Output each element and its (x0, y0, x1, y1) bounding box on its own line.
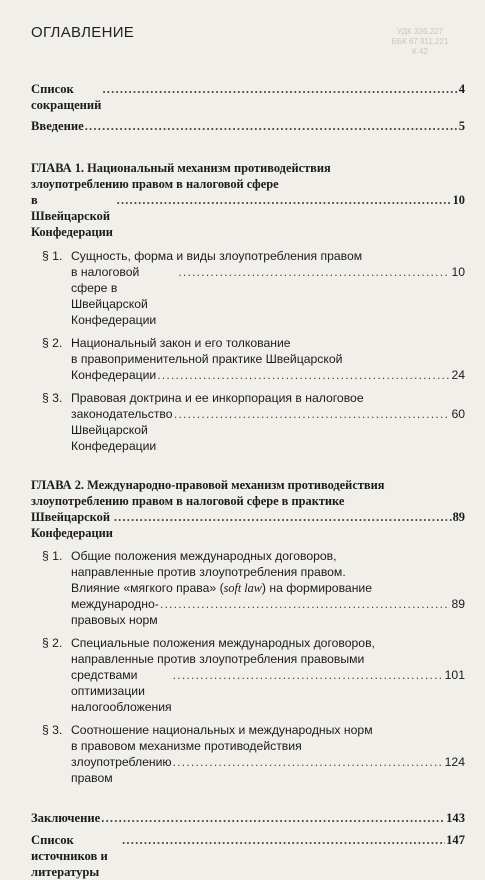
page-number: 10 (452, 193, 465, 207)
page-number: 143 (446, 811, 465, 825)
page-number: 4 (458, 82, 465, 96)
page-number: 124 (444, 755, 465, 769)
page-number: 147 (446, 833, 465, 847)
page-number: 10 (451, 265, 465, 279)
toc-entry-introduction (31, 118, 465, 134)
toc-entry-conclusion (31, 810, 465, 826)
toc-entry-title: Список сокращений (31, 82, 102, 112)
leader-dots (160, 596, 451, 612)
toc-chapter-1: ГЛАВА 1. Национальный механизм противодействия злоупотреблению правом в налоговой сфере в Швейцарской Конфедерации ..... 10 (31, 160, 465, 240)
bleed-through-text: УДК 336.227 ББК 67.911.221 К 42 (391, 27, 449, 56)
table-of-contents (31, 81, 465, 880)
toc-section-1-2: § 2. Национальный закон и его толкование в правоприменительной практике Швейцарской Конфедерации ..... 24 (31, 335, 465, 383)
section-number: § 3. (42, 391, 63, 405)
leader-dots (85, 118, 458, 134)
leader-dots (157, 367, 450, 383)
leader-dots (117, 192, 452, 208)
leader-dots (178, 264, 450, 280)
section-number: § 3. (42, 723, 63, 737)
leader-dots (174, 406, 451, 422)
page-number: 5 (458, 119, 465, 133)
toc-chapter-2: ГЛАВА 2. Международно-правовой механизм противодействия злоупотреблению правом в налоговой сфере в практике Швейцарской Конфедерации ..... 89 (31, 477, 465, 541)
toc-entry-title: Заключение (31, 811, 101, 825)
toc-entry-title: Список источников и литературы (31, 833, 108, 879)
page-number: 89 (451, 597, 465, 611)
page-number: 24 (451, 368, 465, 382)
leader-dots (122, 832, 445, 848)
page-title: ОГЛАВЛЕНИЕ (31, 24, 135, 41)
leader-dots (102, 81, 457, 97)
leader-dots (101, 810, 445, 826)
section-number: § 1. (42, 249, 63, 263)
page-number: 101 (444, 668, 465, 682)
toc-entry-abbreviations (31, 81, 465, 113)
section-number: § 2. (42, 336, 63, 350)
toc-section-1-1: § 1. Сущность, форма и виды злоупотребления правом в налоговой сфере в Швейцарской Конфедерации ..... 10 (31, 248, 465, 328)
soft-law-term: soft law (223, 581, 262, 595)
toc-section-2-2: § 2. Специальные положения международных договоров, направленные против злоупотребления правовыми средствами оптимизации налогообложения ..... 101 (31, 635, 465, 715)
section-number: § 2. (42, 636, 63, 650)
section-number: § 1. (42, 549, 63, 563)
page-number: 89 (452, 510, 465, 524)
toc-section-2-1: § 1. Общие положения международных договоров, направленные против злоупотребления правом. Влияние «мягкого права» (soft law) на формирование международно-правовых норм ..... 89 (31, 548, 465, 628)
page-number: 60 (451, 407, 465, 421)
toc-section-1-3: § 3. Правовая доктрина и ее инкорпорация в налоговое законодательство Швейцарской Конфедерации ..... 60 (31, 390, 465, 454)
toc-entry-sources (31, 832, 465, 880)
leader-dots (173, 667, 444, 683)
leader-dots (114, 509, 452, 525)
toc-section-2-3: § 3. Соотношение национальных и международных норм в правовом механизме противодействия злоупотреблению правом ..... 124 (31, 722, 465, 786)
toc-entry-title: Введение (31, 119, 84, 133)
leader-dots (173, 754, 444, 770)
